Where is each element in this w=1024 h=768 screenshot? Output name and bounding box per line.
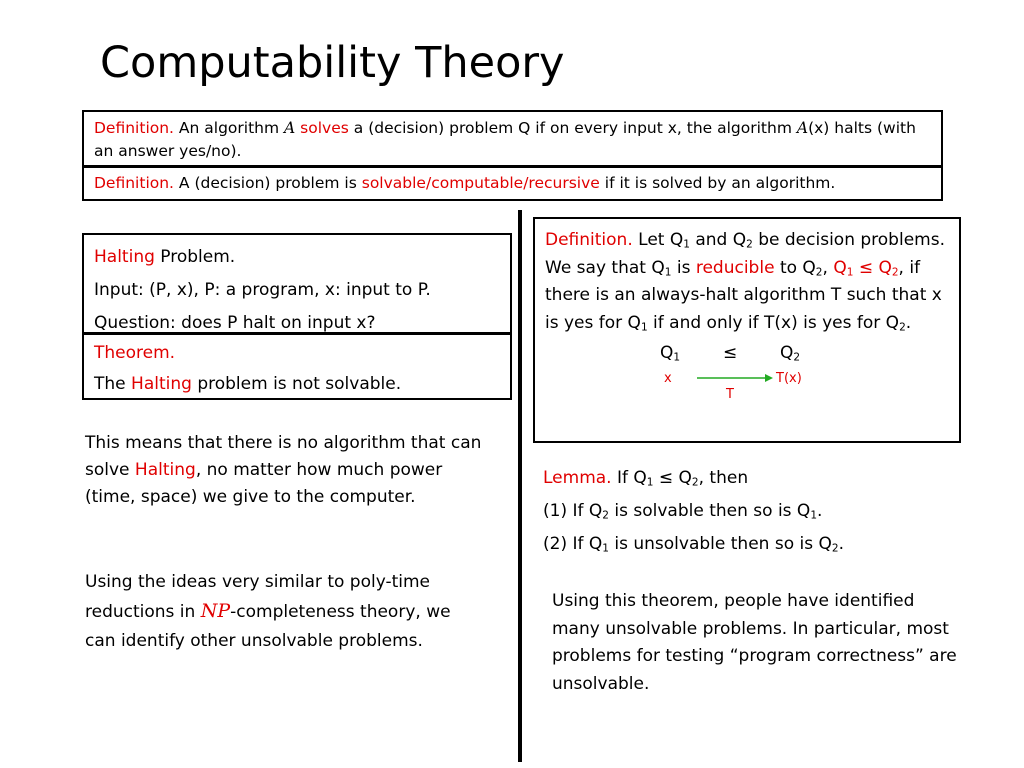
def-text: to Q — [779, 257, 816, 278]
lemma-text: (2) If Q — [543, 534, 603, 554]
halting-problem-box — [82, 233, 512, 334]
explanation-text: , no matter how much power (time, space) we give to the computer. — [85, 460, 443, 507]
reduction-notation — [833, 258, 898, 278]
theorem-text: problem is not solvable. — [197, 374, 402, 394]
explanation-text: -completeness theory, we can identify other unsolvable problems. — [85, 602, 451, 651]
subscript: 2 — [815, 266, 823, 279]
def-text: and Q — [695, 230, 747, 250]
diagram-tx: T(x) — [776, 371, 802, 386]
diagram-le: ≤ — [723, 343, 738, 363]
subscript: 1 — [664, 266, 672, 279]
lemma-text: is solvable then so is Q — [614, 501, 811, 521]
halting-heading — [94, 241, 500, 274]
subscript: 2 — [602, 509, 609, 522]
halting-input: Input: (P, x), P: a program, x: input to P. — [94, 280, 431, 300]
algorithm-symbol: A — [284, 119, 296, 137]
reduction-diagram — [545, 341, 949, 411]
term-halting: Halting — [94, 247, 155, 267]
definition-label: Definition. — [545, 230, 633, 250]
lemma-heading — [543, 462, 963, 495]
term-solves: solves — [300, 119, 349, 137]
subscript: 2 — [891, 266, 899, 279]
slide-title: Computability Theory — [100, 38, 565, 88]
theorem-statement — [94, 369, 500, 400]
lemma-text: (1) If Q — [543, 501, 603, 521]
definition-solvable-box — [82, 166, 943, 201]
subscript: 1 — [640, 321, 648, 334]
definition-solves-box — [82, 110, 943, 167]
definition-label: Definition. — [94, 119, 174, 137]
lemma-item-1 — [543, 495, 963, 528]
def-text: is — [676, 257, 691, 278]
def-text: Let Q — [638, 230, 684, 250]
explanation-text: This means that there is no algorithm that can solve — [85, 433, 482, 480]
subscript: 1 — [673, 351, 681, 364]
def-text: if and only if T(x) is yes for Q — [653, 312, 900, 333]
notation-q: Q — [833, 257, 847, 278]
lemma-text: . — [817, 501, 823, 521]
lemma-text: If Q — [616, 468, 647, 488]
def-text: , if there is an always-halt algorithm T such that x is yes for Q — [545, 257, 942, 333]
subscript: 2 — [691, 476, 699, 489]
theorem-box — [82, 333, 512, 400]
definition-text: A (decision) problem is — [178, 174, 357, 192]
subscript: 2 — [746, 238, 753, 251]
lemma-label: Lemma. — [543, 468, 612, 488]
unsolvable-problems-note: Using this theorem, people have identified many unsolvable problems. In particular, most problems for testing “program correctness” are unsolvable. — [552, 591, 957, 694]
lemma-text: , then — [698, 468, 749, 488]
halting-explanation — [85, 430, 485, 511]
term-halting: Halting — [134, 460, 196, 480]
lemma-block — [543, 462, 963, 561]
definition-text: An algorithm — [178, 119, 280, 137]
theorem-text: The — [94, 374, 126, 394]
column-divider — [518, 210, 522, 762]
halting-question: Question: does P halt on input x? — [94, 313, 376, 333]
lemma-text: . — [838, 534, 844, 554]
arrow-icon — [695, 371, 775, 385]
explanation-text: Using the ideas very similar to poly-time reductions in — [85, 572, 431, 622]
term-reducible: reducible — [695, 257, 775, 278]
definition-text: (x) halts (with an answer yes/no). — [94, 119, 916, 160]
notation-le: ≤ Q — [858, 257, 892, 278]
lemma-text: ≤ Q — [658, 468, 692, 488]
definition-label: Definition. — [94, 174, 174, 192]
halting-heading-text: Problem. — [160, 247, 236, 267]
def-text: be decision problems. We say that Q — [545, 230, 945, 278]
term-solvable: solvable/computable/recursive — [361, 174, 600, 192]
reducibility-text — [545, 227, 949, 337]
q-letter: Q — [780, 343, 794, 363]
reducibility-definition-box — [533, 217, 961, 443]
def-text: . — [905, 312, 912, 333]
theorem-label: Theorem. — [94, 343, 176, 363]
diagram-q2 — [780, 341, 800, 365]
diagram-t: T — [726, 387, 734, 402]
diagram-q1 — [660, 341, 680, 365]
reduction-explanation — [85, 568, 485, 656]
subscript: 1 — [683, 238, 690, 251]
q-letter: Q — [660, 343, 674, 363]
diagram-x: x — [664, 371, 672, 386]
def-text: , — [822, 257, 828, 278]
subscript: 1 — [602, 542, 609, 555]
lemma-item-2 — [543, 528, 963, 561]
subscript: 2 — [831, 542, 839, 555]
algorithm-symbol: A — [796, 119, 809, 137]
subscript: 2 — [793, 351, 801, 364]
definition-text: a (decision) problem Q if on every input x, the algorithm — [353, 119, 792, 137]
lemma-text: is unsolvable then so is Q — [614, 534, 832, 554]
np-symbol: NP — [200, 600, 231, 622]
subscript: 2 — [899, 321, 906, 334]
subscript: 1 — [646, 476, 654, 489]
definition-text: if it is solved by an algorithm. — [604, 174, 836, 192]
term-halting: Halting — [131, 374, 192, 394]
subscript: 1 — [810, 509, 818, 522]
subscript: 1 — [846, 266, 854, 279]
